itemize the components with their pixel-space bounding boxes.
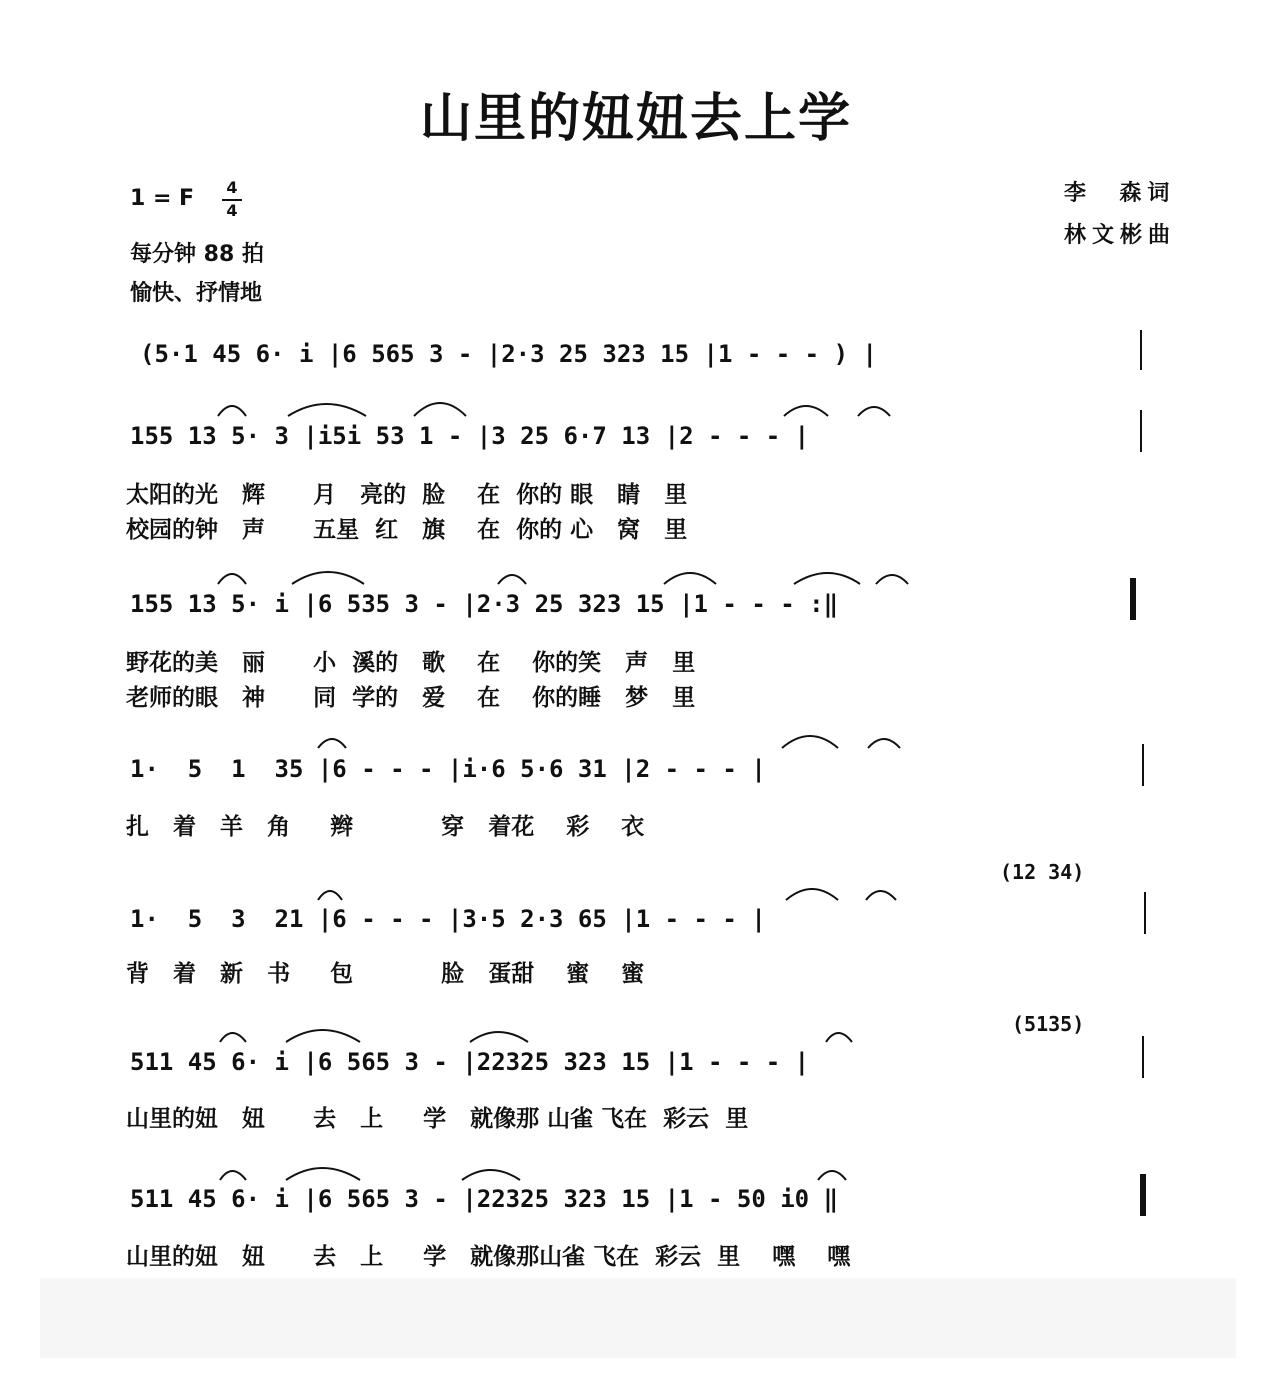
- key-signature: 1 = F: [130, 186, 195, 211]
- score-row-7-lyric: 山里的妞 妞 去 上 学 就像那山雀 飞在 彩云 里 嘿 嘿: [126, 1244, 851, 1270]
- score-row-4-lyric: 扎 着 羊 角 辫 穿 着花 彩 衣: [126, 814, 645, 840]
- barline: [1142, 744, 1144, 786]
- score-row-5-small-notes: (12 34): [1000, 860, 1085, 884]
- score-row-2-lyric-verse2: 校园的钟 声 五星 红 旗 在 你的 心 窝 里: [126, 517, 688, 543]
- score-row-6-lyric: 山里的妞 妞 去 上 学 就像那 山雀 飞在 彩云 里: [126, 1106, 749, 1132]
- song-title: 山里的妞妞去上学: [419, 89, 852, 149]
- final-barline: [1140, 1174, 1146, 1216]
- score-row-2-notes: 155 13 5· 3 |i5i 53 1 - |3 25 6·7 13 |2 - - - |: [130, 422, 810, 450]
- repeat-end-barline: [1130, 578, 1136, 620]
- barline: [1140, 330, 1142, 370]
- barline: [1142, 1036, 1144, 1078]
- score-row-3-lyric-verse1: 野花的美 丽 小 溪的 歌 在 你的笑 声 里: [126, 650, 696, 676]
- time-signature-top: 4: [226, 178, 238, 197]
- bottom-margin-area: [40, 1278, 1236, 1358]
- score-row-3-notes: 155 13 5· i |6 535 3 - |2·3 25 323 15 |1 - - - :‖: [130, 590, 839, 618]
- lyricist-credit: 李 森词: [1064, 181, 1176, 206]
- tempo-marking: 每分钟 88 拍: [130, 242, 264, 267]
- score-row-5-lyric: 背 着 新 书 包 脸 蛋甜 蜜 蜜: [126, 961, 645, 987]
- score-row-3-lyric-verse2: 老师的眼 神 同 学的 爱 在 你的睡 梦 里: [126, 685, 696, 711]
- composer-credit: 林文彬曲: [1064, 223, 1177, 248]
- score-row-4-notes: 1· 5 1 35 |6 - - - |i·6 5·6 31 |2 - - - |: [130, 755, 766, 783]
- score-row-7-notes: 511 45 6· i |6 565 3 - |22325 323 15 |1 - 50 i0 ‖: [130, 1185, 839, 1213]
- barline: [1144, 892, 1146, 934]
- score-row-6-small-notes: (5135): [1012, 1012, 1085, 1036]
- score-row-2-lyric-verse1: 太阳的光 辉 月 亮的 脸 在 你的 眼 睛 里: [126, 482, 688, 508]
- barline: [1140, 410, 1142, 452]
- expression-marking: 愉快、抒情地: [130, 281, 263, 306]
- score-row-5-notes: 1· 5 3 21 |6 - - - |3·5 2·3 65 |1 - - - |: [130, 905, 766, 933]
- score-row-6-notes: 511 45 6· i |6 565 3 - |22325 323 15 |1 - - - |: [130, 1048, 810, 1076]
- score-row-1-notes: (5·1 45 6· i |6 565 3 - |2·3 25 323 15 |1 - - - ) |: [140, 340, 877, 368]
- time-signature-bottom: 4: [226, 201, 238, 220]
